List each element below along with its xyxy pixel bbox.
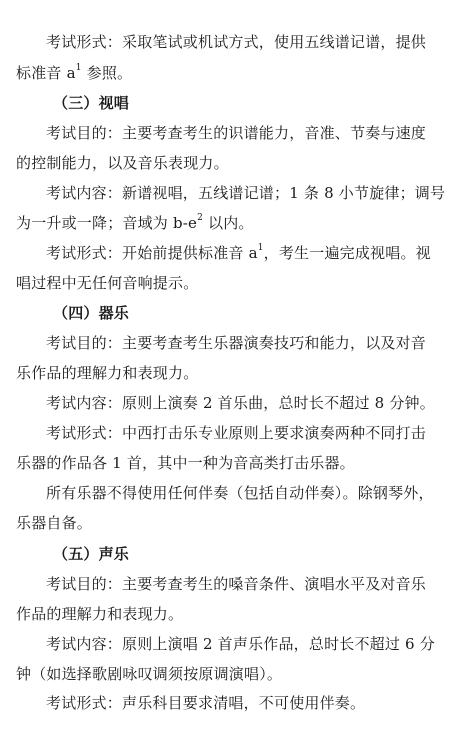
purpose-paragraph-line: [16, 358, 465, 388]
text: 考试目的：主要考查考生的识谱能力，音准、节奏与速度: [46, 124, 427, 142]
text: 考试内容：原则上演唱 2 首声乐作品，总时长不超过 6 分: [46, 635, 435, 653]
text: 所有乐器不得使用任何伴奏（包括自动伴奏）。除钢琴外，: [46, 484, 434, 502]
text: 作品的理解力和表现力。: [16, 605, 184, 623]
content-paragraph-line: [16, 659, 465, 689]
exam-form-paragraph-line: [46, 688, 465, 718]
text: 为一升或一降；音域为 b-e: [16, 214, 198, 232]
text: 唱过程中无任何音响提示。: [16, 274, 199, 292]
purpose-paragraph-line: [16, 148, 465, 178]
exam-form-paragraph-line: [46, 27, 465, 57]
purpose-paragraph-line: [46, 118, 465, 148]
text: 钟（如选择歌剧咏叹调须按原调演唱）。: [16, 665, 283, 683]
section-heading-vocal: （五）声乐: [53, 545, 130, 563]
section-heading-sight-singing: （三）视唱: [53, 94, 130, 112]
note-paragraph-line: [16, 508, 465, 538]
content-paragraph-line: [46, 388, 465, 418]
text: 参照。: [81, 64, 133, 82]
text: 乐作品的理解力和表现力。: [16, 364, 199, 382]
text: 以内。: [203, 214, 254, 232]
exam-form-paragraph-line: [46, 418, 465, 448]
text: 乐器自备。: [16, 514, 93, 532]
text: 标准音 a: [16, 64, 76, 82]
exam-form-paragraph-line: [16, 58, 465, 88]
content-paragraph-line: [16, 208, 465, 238]
text: 考试目的：主要考查考生的嗓音条件、演唱水平及对音乐: [46, 575, 427, 593]
exam-form-paragraph-line: [16, 448, 465, 478]
exam-form-paragraph-line: [16, 268, 465, 298]
purpose-paragraph-line: [16, 599, 465, 629]
text: 考试形式：开始前提供标准音 a: [46, 244, 258, 262]
text: 考试形式：采取笔试或机试方式，使用五线谱记谱，提供: [46, 33, 427, 51]
purpose-paragraph-line: [46, 328, 465, 358]
exam-form-paragraph-line: [46, 238, 465, 268]
text: 考试目的：主要考查考生乐器演奏技巧和能力，以及对音: [46, 334, 427, 352]
superscript: 1: [257, 243, 264, 253]
superscript: 2: [197, 213, 204, 223]
text: 的控制能力，以及音乐表现力。: [16, 154, 229, 172]
text: 考试内容：新谱视唱，五线谱记谱；1 条 8 小节旋律；调号: [46, 184, 446, 202]
section-heading-instrumental: （四）器乐: [53, 304, 130, 322]
text: 乐器的作品各 1 首，其中一种为音高类打击乐器。: [16, 454, 355, 472]
content-paragraph-line: [46, 178, 465, 208]
content-paragraph-line: [46, 629, 465, 659]
note-paragraph-line: [46, 478, 465, 508]
text: 考试内容：原则上演奏 2 首乐曲，总时长不超过 8 分钟。: [46, 394, 435, 412]
text: 考试形式：中西打击乐专业原则上要求演奏两种不同打击: [46, 424, 427, 442]
superscript: 1: [75, 63, 82, 73]
text: 考试形式：声乐科目要求清唱，不可使用伴奏。: [46, 694, 366, 712]
purpose-paragraph-line: [46, 569, 465, 599]
text: ，考生一遍完成视唱。视: [263, 244, 431, 262]
